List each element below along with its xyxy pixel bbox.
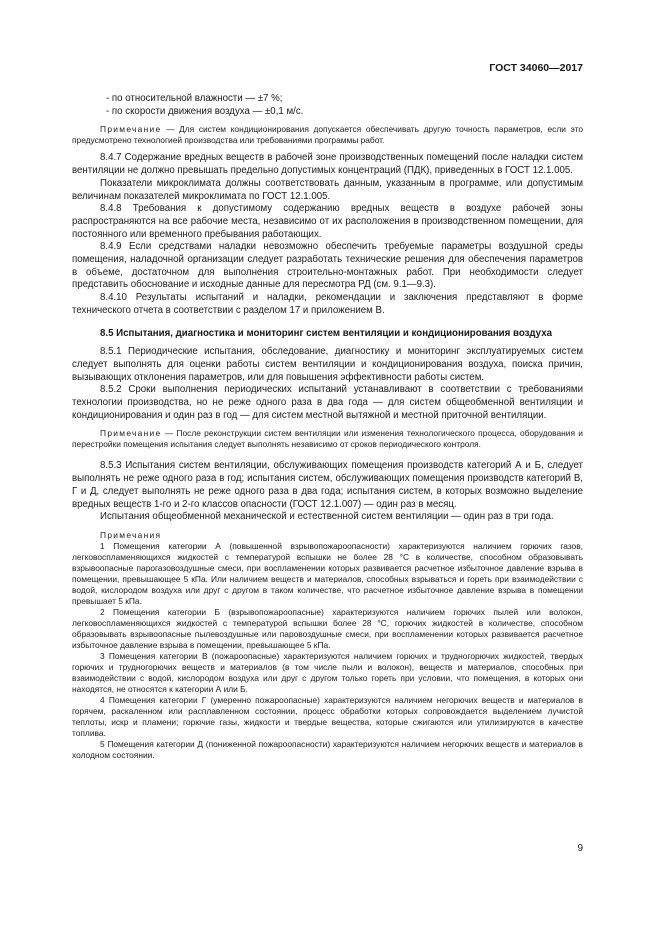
paragraph: 8.5.3 Испытания систем вентиляции, обслуживающих помещения производств категорий А и Б, следует выполнять не реже одного раза в год; испытания систем, обслуживающих помещения производств категорий В, Г и Д, следует выполнять не реже одного раза в два года; испытания систем, в которых возможно выделение вредных веществ 1-го и 2-го классов опасности (ГОСТ 12.1.007) — один раз в месяц. [72, 460, 583, 510]
note-paragraph [72, 428, 583, 450]
dash-item: - по скорости движения воздуха — ±0,1 м/с. [106, 105, 304, 117]
note-item: 1 Помещения категории А (повышенной взрывопожароопасности) характеризуются наличием горючих газов, легковоспламеняющихся жидкостей с температурой вспышки не более 28 °С в количестве, способном образовывать взрывоопасные парогазовоздушные смеси, при воспламенении которых развивается расчетное избыточное давление взрыва в помещении, превышающее 5 кПа. Или наличием веществ и материалов, способных взрываться и гореть при взаимодействии с водой, кислородом воздуха или друг с другом в таком количестве, что расчетное избыточное давление взрыва в помещении превышает 5 кПа. [72, 540, 583, 606]
note-item: 2 Помещения категории Б (взрывопожароопасные) характеризуются наличием горючих пылей или волокон, легковоспламеняющихся жидкостей с температурой вспышки более 28 °С, горючих жидкостей в количестве, способном образовывать взрывоопасные пылевоздушные или паровоздушные смеси, при воспламенении которых развивается расчетное избыточное давление взрыва в помещении, превышающее 5 кПа. [72, 606, 583, 650]
dash-item: - по относительной влажности — ±7 %; [106, 93, 283, 104]
paragraph: 8.4.10 Результаты испытаний и наладки, рекомендации и заключения представляют в форме технического отчета в соответствии с разделом 17 и приложением В. [72, 292, 583, 316]
section-title: 8.5 Испытания, диагностика и мониторинг систем вентиляции и кондиционирования воздуха [100, 327, 552, 339]
note-label: Примечание [100, 428, 162, 439]
note-item: 5 Помещения категории Д (пониженной пожароопасности) характеризуются наличием негорючих веществ и материалов в холодном состоянии. [72, 738, 583, 760]
paragraph: 8.4.8 Требования к допустимому содержанию вредных веществ в воздухе рабочей зоны распространяются на все рабочие места, независимо от их расположения в производственном помещении, для постоянного или временного пребывания работающих. [72, 203, 583, 240]
paragraph: Показатели микроклимата должны соответствовать данным, указанным в программе, или допустимым величинам показателей микроклимата по ГОСТ 12.1.005. [72, 177, 583, 202]
paragraph: Испытания общеобменной механической и естественной систем вентиляции — один раз в три года. [100, 511, 554, 523]
paragraph: 8.4.9 Если средствами наладки невозможно обеспечить требуемые параметры воздушной среды помещения, наладочной организации следует разработать технические решения для обеспечения параметров в объеме, достаточном для выполнения строительно-монтажных работ. При необходимости следует представить обоснование и исходные данные для пересмотра РД (см. 9.1—9.3). [72, 241, 583, 291]
doc-code-header: ГОСТ 34060—2017 [489, 62, 583, 74]
note-paragraph [72, 124, 583, 146]
note-label: Примечание [100, 124, 162, 135]
notes-label: Примечания [100, 529, 162, 540]
note-item: 3 Помещения категории В (пожароопасные) характеризуются наличием горючих и трудногорючих жидкостей, твердых горючих и трудногорючих веществ и материалов (в том числе пыли и волокон), веществ и материалов, способных при взаимодействии с водой, кислородом воздуха или друг с другом только гореть при условии, что помещения, в которых они находятся, не относятся к категории А или Б. [72, 650, 583, 694]
paragraph: 8.5.1 Периодические испытания, обследование, диагностику и мониторинг эксплуатируемых систем следует выполнять для оценки работы систем вентиляции и кондиционирования воздуха, поиска причин, вызывающих отклонения параметров, или для повышения эффективности работы систем. [72, 346, 583, 383]
paragraph: 8.5.2 Сроки выполнения периодических испытаний устанавливают в соответствии с требованиями технологии производства, но не реже одного раза в два года — для систем общеобменной вентиляции и кондиционирования и один раз в год — для систем местной вытяжной и местной приточной вентиляции. [72, 384, 583, 421]
paragraph: 8.4.7 Содержание вредных веществ в рабочей зоне производственных помещений после наладки систем вентиляции не должно превышать предельно допустимых концентраций (ПДК), приведенных в ГОСТ 12.1.005. [72, 152, 583, 177]
page-content [72, 93, 583, 761]
note-text: — После реконструкции систем вентиляции или изменения технологического процесса, оборудования и перестройки помещения испытания следует выполнять независимо от сроков периодического контроля. [72, 428, 583, 450]
note-item: 4 Помещения категории Г (умеренно пожароопасные) характеризуются наличием негорючих веществ и материалов в горячем, раскаленном или расплавленном состоянии, процесс обработки которых сопровождается выделением лучистой теплоты, искр и пламени; горючие газы, жидкости и твердые вещества, которые сжигаются или утилизируются в качестве топлива. [72, 694, 583, 738]
page-number: 9 [577, 843, 583, 854]
note-text: — Для систем кондиционирования допускается обеспечивать другую точность параметров, если это предусмотрено технологией производства или требованиями программы работ. [72, 124, 583, 146]
